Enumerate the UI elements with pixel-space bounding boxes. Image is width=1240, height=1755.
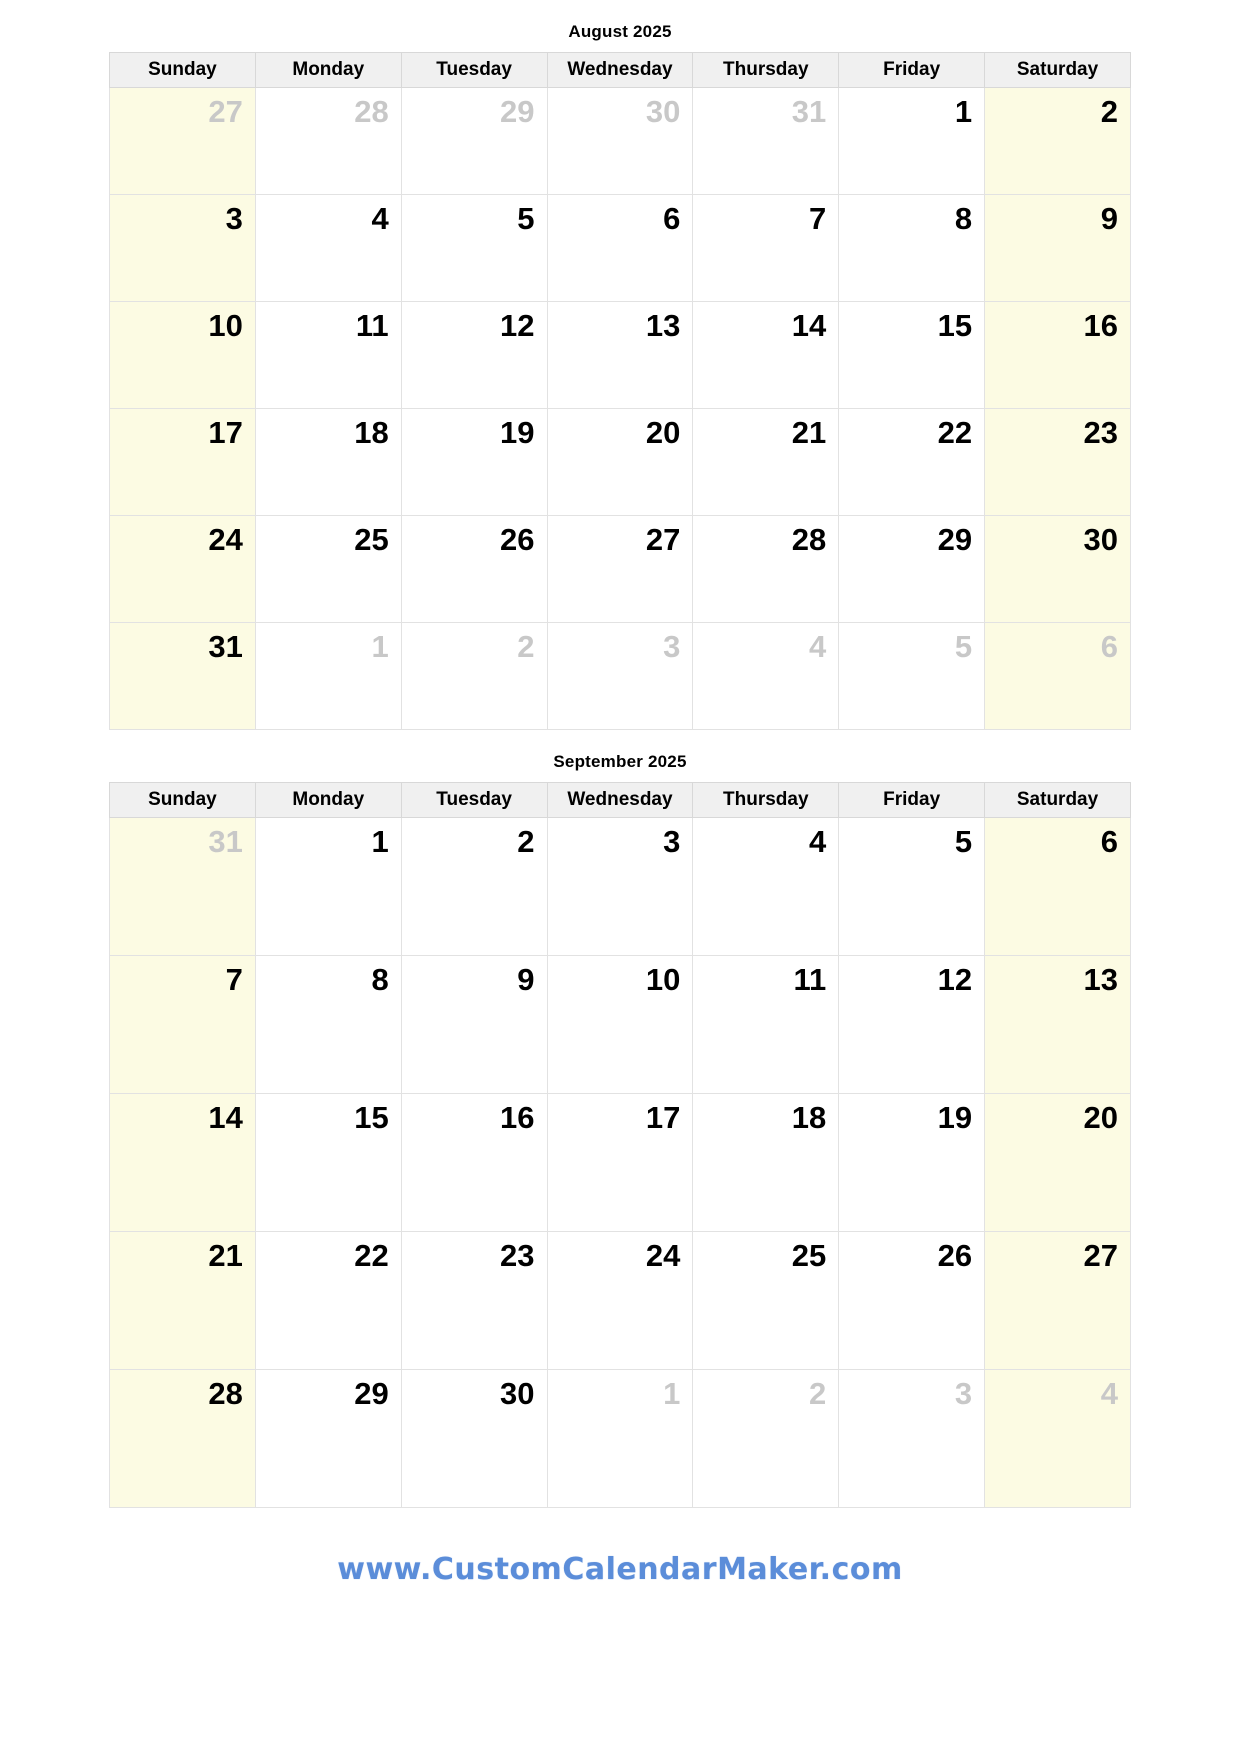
- calendar-table-august: [109, 52, 1131, 730]
- day-cell[interactable]: 21: [110, 1232, 256, 1370]
- day-cell[interactable]: 1: [547, 1370, 693, 1508]
- calendar-table-september: [109, 782, 1131, 1508]
- day-cell[interactable]: 25: [255, 516, 401, 623]
- weekday-header-sunday: Sunday: [110, 53, 256, 88]
- day-cell[interactable]: 23: [985, 409, 1131, 516]
- day-cell[interactable]: 30: [401, 1370, 547, 1508]
- day-cell[interactable]: 28: [255, 88, 401, 195]
- day-cell[interactable]: 31: [110, 623, 256, 730]
- calendar-body-september: [110, 818, 1131, 1508]
- day-cell[interactable]: 27: [110, 88, 256, 195]
- day-cell[interactable]: 16: [985, 302, 1131, 409]
- month-block-september: [109, 730, 1131, 1508]
- weekday-header-wednesday: Wednesday: [547, 53, 693, 88]
- weekday-header-wednesday: Wednesday: [547, 783, 693, 818]
- weekday-header-saturday: Saturday: [985, 783, 1131, 818]
- day-cell[interactable]: 4: [693, 623, 839, 730]
- day-cell[interactable]: 12: [401, 302, 547, 409]
- day-cell[interactable]: 6: [547, 195, 693, 302]
- day-cell[interactable]: 7: [693, 195, 839, 302]
- day-cell[interactable]: 11: [693, 956, 839, 1094]
- weekday-header-row: [110, 53, 1131, 88]
- day-cell[interactable]: 31: [693, 88, 839, 195]
- day-cell[interactable]: 2: [693, 1370, 839, 1508]
- day-cell[interactable]: 9: [985, 195, 1131, 302]
- day-cell[interactable]: 4: [255, 195, 401, 302]
- day-cell[interactable]: 1: [255, 623, 401, 730]
- day-cell[interactable]: 5: [839, 818, 985, 956]
- day-cell[interactable]: 6: [985, 818, 1131, 956]
- day-cell[interactable]: 14: [693, 302, 839, 409]
- day-cell[interactable]: 14: [110, 1094, 256, 1232]
- day-cell[interactable]: 16: [401, 1094, 547, 1232]
- day-cell[interactable]: 3: [547, 818, 693, 956]
- day-cell[interactable]: 15: [255, 1094, 401, 1232]
- month-title: August 2025: [568, 22, 672, 41]
- weekday-header-friday: Friday: [839, 783, 985, 818]
- day-cell[interactable]: 30: [547, 88, 693, 195]
- calendar-body-august: [110, 88, 1131, 730]
- weekday-header-friday: Friday: [839, 53, 985, 88]
- weekday-header-saturday: Saturday: [985, 53, 1131, 88]
- day-cell[interactable]: 10: [547, 956, 693, 1094]
- weekday-header-row: [110, 783, 1131, 818]
- day-cell[interactable]: 13: [985, 956, 1131, 1094]
- week-row: [110, 1094, 1131, 1232]
- day-cell[interactable]: 18: [693, 1094, 839, 1232]
- day-cell[interactable]: 22: [839, 409, 985, 516]
- day-cell[interactable]: 24: [110, 516, 256, 623]
- day-cell[interactable]: 28: [693, 516, 839, 623]
- day-cell[interactable]: 28: [110, 1370, 256, 1508]
- day-cell[interactable]: 20: [547, 409, 693, 516]
- week-row: [110, 1370, 1131, 1508]
- day-cell[interactable]: 7: [110, 956, 256, 1094]
- weekday-header-tuesday: Tuesday: [401, 53, 547, 88]
- day-cell[interactable]: 6: [985, 623, 1131, 730]
- day-cell[interactable]: 13: [547, 302, 693, 409]
- day-cell[interactable]: 22: [255, 1232, 401, 1370]
- week-row: [110, 623, 1131, 730]
- day-cell[interactable]: 15: [839, 302, 985, 409]
- day-cell[interactable]: 29: [401, 88, 547, 195]
- weekday-header-monday: Monday: [255, 53, 401, 88]
- day-cell[interactable]: 10: [110, 302, 256, 409]
- week-row: [110, 516, 1131, 623]
- day-cell[interactable]: 27: [985, 1232, 1131, 1370]
- day-cell[interactable]: 2: [401, 818, 547, 956]
- day-cell[interactable]: 3: [110, 195, 256, 302]
- day-cell[interactable]: 5: [401, 195, 547, 302]
- month-title: September 2025: [553, 752, 687, 771]
- week-row: [110, 88, 1131, 195]
- week-row: [110, 195, 1131, 302]
- day-cell[interactable]: 3: [839, 1370, 985, 1508]
- day-cell[interactable]: 27: [547, 516, 693, 623]
- day-cell[interactable]: 21: [693, 409, 839, 516]
- day-cell[interactable]: 20: [985, 1094, 1131, 1232]
- day-cell[interactable]: 19: [401, 409, 547, 516]
- day-cell[interactable]: 4: [693, 818, 839, 956]
- day-cell[interactable]: 18: [255, 409, 401, 516]
- day-cell[interactable]: 29: [839, 516, 985, 623]
- week-row: [110, 302, 1131, 409]
- month-block-august: [109, 0, 1131, 730]
- day-cell[interactable]: 2: [401, 623, 547, 730]
- week-row: [110, 409, 1131, 516]
- website-footer[interactable]: www.CustomCalendarMaker.com: [337, 1552, 903, 1587]
- day-cell[interactable]: 25: [693, 1232, 839, 1370]
- day-cell[interactable]: 2: [985, 88, 1131, 195]
- weekday-header-tuesday: Tuesday: [401, 783, 547, 818]
- day-cell[interactable]: 4: [985, 1370, 1131, 1508]
- day-cell[interactable]: 9: [401, 956, 547, 1094]
- day-cell[interactable]: 12: [839, 956, 985, 1094]
- day-cell[interactable]: 1: [839, 88, 985, 195]
- weekday-header-thursday: Thursday: [693, 53, 839, 88]
- day-cell[interactable]: 8: [255, 956, 401, 1094]
- day-cell[interactable]: 26: [401, 516, 547, 623]
- day-cell[interactable]: 8: [839, 195, 985, 302]
- week-row: [110, 1232, 1131, 1370]
- day-cell[interactable]: 17: [110, 409, 256, 516]
- day-cell[interactable]: 17: [547, 1094, 693, 1232]
- weekday-header-monday: Monday: [255, 783, 401, 818]
- week-row: [110, 956, 1131, 1094]
- day-cell[interactable]: 30: [985, 516, 1131, 623]
- day-cell[interactable]: 26: [839, 1232, 985, 1370]
- day-cell[interactable]: 3: [547, 623, 693, 730]
- day-cell[interactable]: 1: [255, 818, 401, 956]
- day-cell[interactable]: 5: [839, 623, 985, 730]
- day-cell[interactable]: 23: [401, 1232, 547, 1370]
- weekday-header-sunday: Sunday: [110, 783, 256, 818]
- day-cell[interactable]: 19: [839, 1094, 985, 1232]
- week-row: [110, 818, 1131, 956]
- day-cell[interactable]: 29: [255, 1370, 401, 1508]
- day-cell[interactable]: 24: [547, 1232, 693, 1370]
- day-cell[interactable]: 11: [255, 302, 401, 409]
- weekday-header-thursday: Thursday: [693, 783, 839, 818]
- day-cell[interactable]: 31: [110, 818, 256, 956]
